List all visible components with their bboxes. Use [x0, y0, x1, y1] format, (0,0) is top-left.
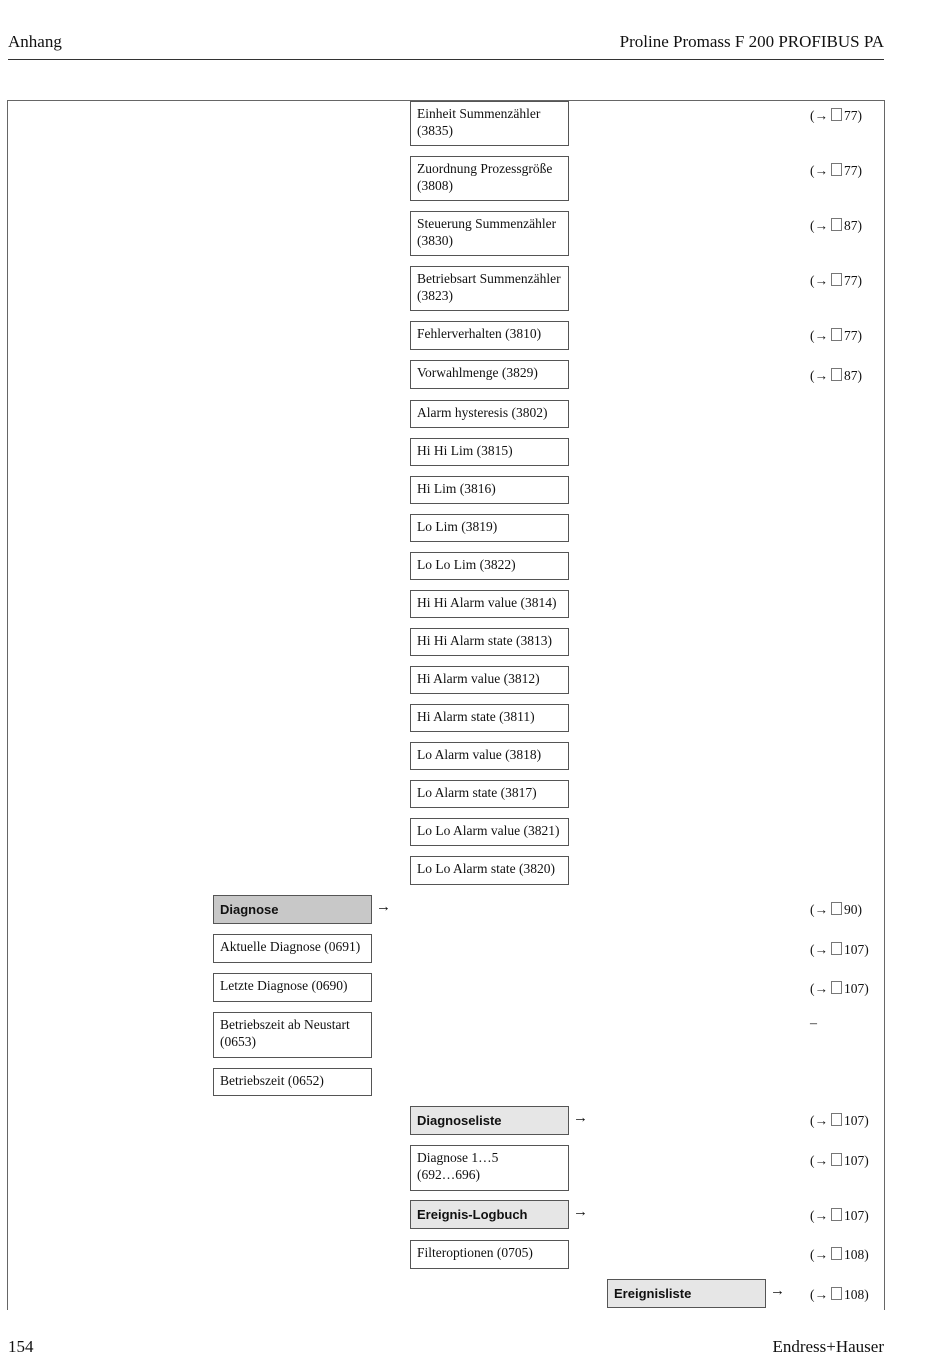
page-ref-icon — [831, 108, 842, 121]
submenu-ereignis-logbuch: Ereignis-Logbuch — [410, 1200, 569, 1229]
page-reference: (→ 87) — [810, 368, 862, 383]
menu-item-hi-alarm-value: Hi Alarm value (3812) — [410, 666, 569, 694]
menu-item-betriebszeit-ab-neustart: Betriebszeit ab Neustart (0653) — [213, 1012, 372, 1058]
submenu-diagnoseliste: Diagnoseliste — [410, 1106, 569, 1135]
menu-diagnose: Diagnose — [213, 895, 372, 924]
menu-item-lo-lo-alarm-value: Lo Lo Alarm value (3821) — [410, 818, 569, 846]
menu-item-hi-hi-alarm-state: Hi Hi Alarm state (3813) — [410, 628, 569, 656]
menu-item-betriebszeit: Betriebszeit (0652) — [213, 1068, 372, 1096]
submenu-arrow-icon: → — [573, 1110, 588, 1126]
menu-item-alarm-hysteresis: Alarm hysteresis (3802) — [410, 400, 569, 428]
page-reference: (→ 107) — [810, 1153, 869, 1168]
menu-item-lo-lo-alarm-state: Lo Lo Alarm state (3820) — [410, 856, 569, 885]
header-product: Proline Promass F 200 PROFIBUS PA — [619, 32, 884, 51]
menu-item-filteroptionen: Filteroptionen (0705) — [410, 1240, 569, 1269]
header-divider — [8, 59, 884, 60]
page-ref-icon — [831, 163, 842, 176]
page-ref-icon — [831, 328, 842, 341]
header-chapter: Anhang — [8, 32, 62, 51]
page-reference: (→ 90) — [810, 902, 862, 917]
menu-item-lo-lo-lim: Lo Lo Lim (3822) — [410, 552, 569, 580]
menu-item-aktuelle-diagnose: Aktuelle Diagnose (0691) — [213, 934, 372, 963]
footer-brand: Endress+Hauser — [772, 1337, 884, 1356]
submenu-arrow-icon: → — [573, 1204, 588, 1220]
page-ref-icon — [831, 218, 842, 231]
page-ref-icon — [831, 1153, 842, 1166]
no-reference-dash: – — [810, 1016, 817, 1031]
menu-item-lo-alarm-value: Lo Alarm value (3818) — [410, 742, 569, 770]
menu-item-vorwahlmenge: Vorwahlmenge (3829) — [410, 360, 569, 389]
page-reference: (→ 107) — [810, 1208, 869, 1223]
page-reference: (→ 107) — [810, 1113, 869, 1128]
page-reference: (→ 77) — [810, 273, 862, 288]
page-number: 154 — [8, 1337, 34, 1356]
page-reference: (→ 108) — [810, 1287, 869, 1302]
page-ref-icon — [831, 1113, 842, 1126]
submenu-ereignisliste: Ereignisliste — [607, 1279, 766, 1308]
menu-item-fehlerverhalten: Fehlerverhalten (3810) — [410, 321, 569, 350]
menu-item-hi-alarm-state: Hi Alarm state (3811) — [410, 704, 569, 732]
page-reference: (→ 77) — [810, 163, 862, 178]
menu-item-betriebsart-summenzaehler: Betriebsart Summenzähler (3823) — [410, 266, 569, 311]
menu-item-lo-lim: Lo Lim (3819) — [410, 514, 569, 542]
page-ref-icon — [831, 368, 842, 381]
page-ref-icon — [831, 1287, 842, 1300]
page-ref-icon — [831, 902, 842, 915]
page-reference: (→ 107) — [810, 981, 869, 996]
menu-item-hi-hi-alarm-value: Hi Hi Alarm value (3814) — [410, 590, 569, 618]
page-ref-icon — [831, 1208, 842, 1221]
page-ref-icon — [831, 1247, 842, 1260]
menu-item-einheit-summenzaehler: Einheit Summenzähler (3835) — [410, 101, 569, 146]
page-reference: (→ 108) — [810, 1247, 869, 1262]
submenu-arrow-icon: → — [770, 1283, 785, 1299]
page-reference: (→ 77) — [810, 108, 862, 123]
page-ref-icon — [831, 981, 842, 994]
menu-item-diagnose-1-5: Diagnose 1…5 (692…696) — [410, 1145, 569, 1191]
page-ref-icon — [831, 273, 842, 286]
page-reference: (→ 107) — [810, 942, 869, 957]
page-ref-icon — [831, 942, 842, 955]
menu-item-lo-alarm-state: Lo Alarm state (3817) — [410, 780, 569, 808]
menu-item-zuordnung-prozessgroesse: Zuordnung Prozessgröße (3808) — [410, 156, 569, 201]
menu-item-hi-hi-lim: Hi Hi Lim (3815) — [410, 438, 569, 466]
page-reference: (→ 87) — [810, 218, 862, 233]
menu-item-letzte-diagnose: Letzte Diagnose (0690) — [213, 973, 372, 1002]
submenu-arrow-icon: → — [376, 899, 391, 915]
menu-item-steuerung-summenzaehler: Steuerung Summenzähler (3830) — [410, 211, 569, 256]
menu-item-hi-lim: Hi Lim (3816) — [410, 476, 569, 504]
page-reference: (→ 77) — [810, 328, 862, 343]
